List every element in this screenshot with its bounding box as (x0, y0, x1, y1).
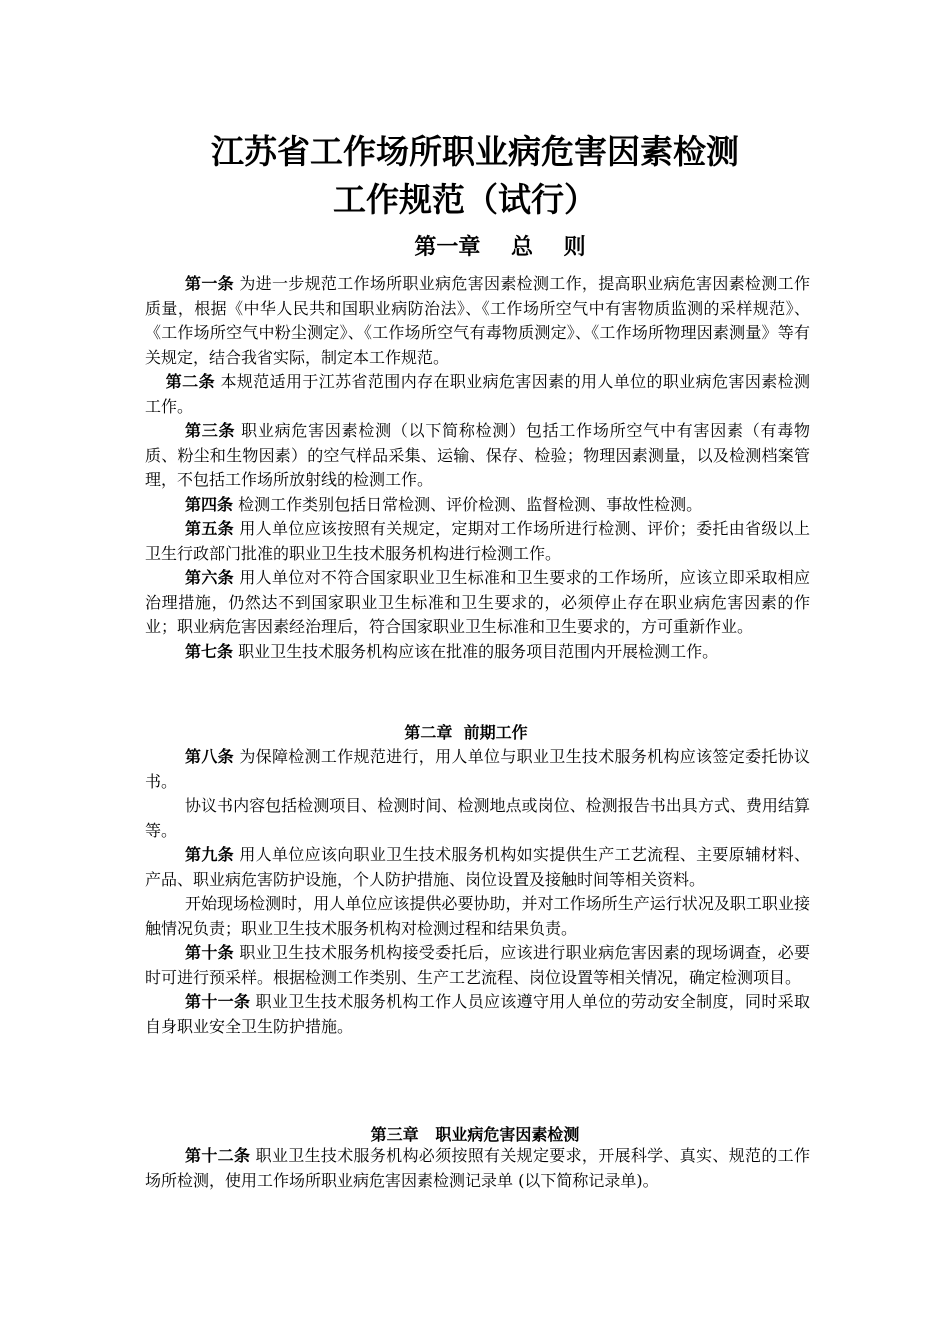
article-7 (145, 640, 810, 665)
article-number: 第九条 (185, 845, 234, 864)
article-text: 为保障检测工作规范进行，用人单位与职业卫生技术服务机构应该签定委托协议书。 (145, 747, 810, 791)
article-number: 第四条 (185, 494, 234, 514)
chapter-1-heading: 第一章 总 则 (414, 235, 586, 260)
article-text: 职业病危害因素检测（以下简称检测）包括工作场所空气中有害因素（有毒物质、粉尘和生物因素）的空气样品采集、运输、保存、检验；物理因素测量，以及检测档案管理，不包括工作场所放射线的检测工作。 (145, 421, 810, 489)
document-title-line-1: 江苏省工作场所职业病危害因素检测 (211, 132, 739, 171)
article-number: 第十二条 (185, 1146, 251, 1165)
article-text: 职业卫生技术服务机构必须按照有关规定要求，开展科学、真实、规范的工作场所检测，使用工作场所职业病危害因素检测记录单 (以下简称记录单)。 (145, 1146, 810, 1190)
article-6 (145, 566, 810, 640)
paragraph-text: 开始现场检测时，用人单位应该提供必要协助，并对工作场所生产运行状况及职工职业接触情况负责；职业卫生技术服务机构对检测过程和结果负责。 (145, 894, 810, 938)
article-number: 第八条 (185, 747, 234, 766)
article-text: 用人单位应该按照有关规定，定期对工作场所进行检测、评价；委托由省级以上卫生行政部门批准的职业卫生技术服务机构进行检测工作。 (145, 519, 810, 563)
article-12 (145, 1144, 810, 1193)
article-number: 第六条 (185, 568, 234, 587)
article-8-paragraph-2 (145, 794, 810, 843)
article-text: 职业卫生技术服务机构应该在批准的服务项目范围内开展检测工作。 (233, 641, 719, 661)
article-number: 第七条 (185, 641, 234, 661)
article-text: 用人单位对不符合国家职业卫生标准和卫生要求的工作场所，应该立即采取相应治理措施，仍然达不到国家职业卫生标准和卫生要求的，必须停止存在职业病危害因素的作业；职业病危害因素经治理后，符合国家职业卫生标准和卫生要求的，方可重新作业。 (145, 568, 810, 636)
article-number: 第五条 (185, 519, 234, 538)
article-number: 第三条 (185, 421, 236, 440)
chapter-2-body (145, 745, 810, 1039)
article-number: 第十条 (185, 943, 234, 962)
paragraph-text: 协议书内容包括检测项目、检测时间、检测地点或岗位、检测报告书出具方式、费用结算等。 (145, 796, 810, 840)
article-number: 第二条 (165, 372, 215, 391)
chapter-3-body (145, 1144, 810, 1193)
article-text: 职业卫生技术服务机构接受委托后，应该进行职业病危害因素的现场调查，必要时可进行预采样。根据检测工作类别、生产工艺流程、岗位设置等相关情况，确定检测项目。 (145, 943, 810, 987)
chapter-2-heading: 第二章 前期工作 (404, 723, 528, 742)
article-10 (145, 941, 810, 990)
document-title-line-2: 工作规范（试行） (333, 180, 597, 219)
article-text: 检测工作类别包括日常检测、评价检测、监督检测、事故性检测。 (233, 494, 703, 514)
article-4 (145, 493, 810, 518)
chapter-3-heading: 第三章 职业病危害因素检测 (370, 1125, 580, 1144)
article-number: 第一条 (185, 274, 234, 293)
article-8 (145, 745, 810, 794)
article-text: 为进一步规范工作场所职业病危害因素检测工作，提高职业病危害因素检测工作质量，根据《中华人民共和国职业病防治法》、《工作场所空气中有害物质监测的采样规范》、《工作场所空气中粉尘测定》、《工作场所空气有毒物质测定》、《工作场所物理因素测量》等有关规定，结合我省实际，制定本工作规范。 (145, 274, 810, 367)
article-9 (145, 843, 810, 892)
article-5 (145, 517, 810, 566)
article-text: 用人单位应该向职业卫生技术服务机构如实提供生产工艺流程、主要原辅材料、产品、职业病危害防护设施，个人防护措施、岗位设置及接触时间等相关资料。 (145, 845, 810, 889)
article-9-paragraph-2 (145, 892, 810, 941)
article-number: 第十一条 (185, 992, 251, 1011)
article-2 (145, 370, 810, 419)
article-3 (145, 419, 810, 493)
chapter-1-body (145, 272, 810, 664)
article-text: 职业卫生技术服务机构工作人员应该遵守用人单位的劳动安全制度，同时采取自身职业安全卫生防护措施。 (145, 992, 810, 1036)
article-11 (145, 990, 810, 1039)
article-1 (145, 272, 810, 370)
article-text: 本规范适用于江苏省范围内存在职业病危害因素的用人单位的职业病危害因素检测工作。 (145, 372, 810, 416)
